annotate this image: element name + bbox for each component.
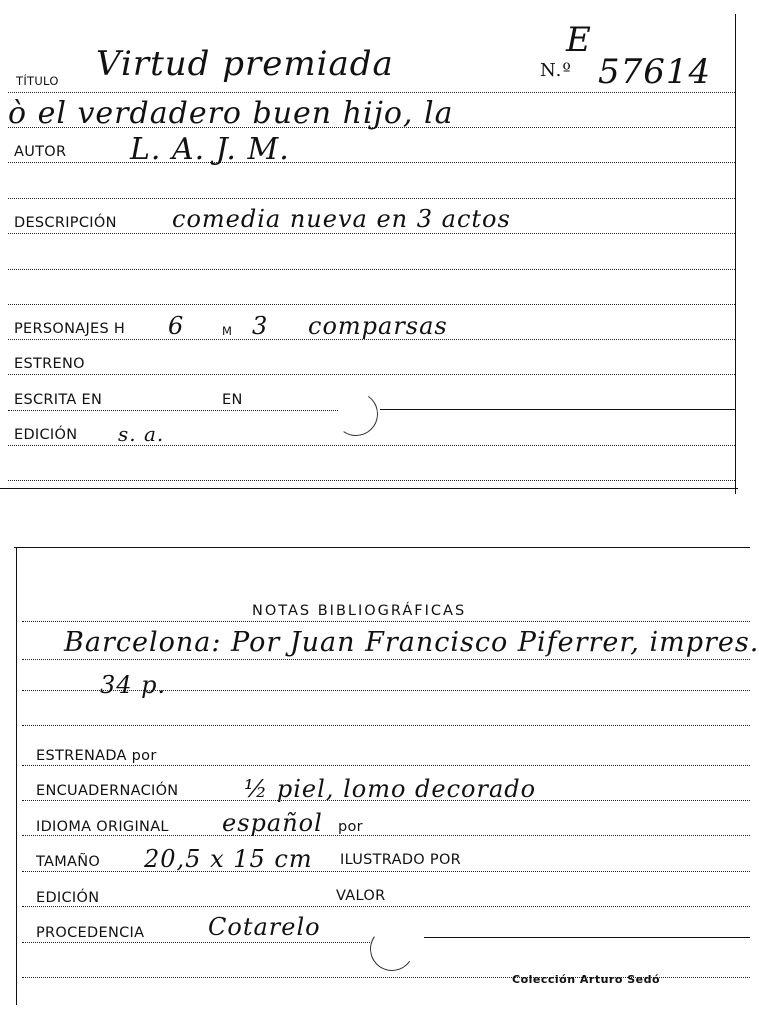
tamano-label: TAMAÑO — [36, 854, 101, 870]
personajes-extra: comparsas — [308, 312, 448, 340]
rule-bottom — [8, 480, 735, 481]
catalog-card-top — [0, 0, 736, 492]
descripcion-label: DESCRIPCIÓN — [14, 215, 117, 231]
edicion-value: s. a. — [118, 422, 165, 446]
descripcion-value: comedia nueva en 3 actos — [172, 205, 511, 233]
procedencia-label: PROCEDENCIA — [36, 925, 145, 941]
titulo-label: TÍTULO — [16, 74, 59, 88]
rule-blank-3 — [8, 304, 735, 305]
rule-edicion2 — [22, 906, 750, 907]
card2-left-border — [16, 547, 17, 1005]
rule-tamano — [22, 871, 750, 872]
rule-encuadernacion — [22, 800, 750, 801]
autor-label: AUTOR — [14, 144, 67, 160]
punch-hole-top — [331, 389, 382, 440]
autor-value: L. A. J. M. — [130, 132, 290, 167]
rule-procedencia-b — [424, 937, 750, 938]
rule-blank-1 — [8, 198, 735, 199]
card2-top-border — [14, 547, 750, 548]
estreno-label: ESTRENO — [14, 356, 85, 372]
valor-label: VALOR — [336, 888, 386, 904]
rule-notas-title — [22, 621, 750, 622]
idioma-value: español — [222, 809, 323, 837]
personajes-m: 3 — [252, 312, 269, 340]
tamano-value: 20,5 x 15 cm — [144, 845, 313, 873]
rule-estrenada — [22, 765, 750, 766]
card-right-border — [735, 14, 736, 494]
rule-escrita-a — [8, 410, 338, 411]
rule-notas-3 — [22, 725, 750, 726]
card-bottom-border — [0, 488, 738, 489]
rule-idioma — [22, 835, 750, 836]
rule-descripcion — [8, 233, 735, 234]
rule-estreno — [8, 374, 735, 375]
idioma-por: por — [338, 819, 363, 835]
encuadernacion-value: ½ piel, lomo decorado — [244, 775, 537, 803]
notas-line1: Barcelona: Por Juan Francisco Piferrer, impres. — [64, 627, 759, 658]
rule-notas-1 — [22, 659, 750, 660]
numero-label: N.º — [540, 60, 572, 81]
edicion2-label: EDICIÓN — [36, 890, 100, 906]
ilustrado-label: ILUSTRADO POR — [340, 852, 462, 868]
estrenada-label: ESTRENADA por — [36, 748, 157, 764]
punch-hole-bottom — [367, 924, 418, 975]
personajes-m-label: M — [222, 324, 233, 338]
rule-procedencia-a — [22, 942, 372, 943]
procedencia-value: Cotarelo — [208, 913, 321, 941]
encuadernacion-label: ENCUADERNACIÓN — [36, 783, 179, 799]
rule-titulo — [8, 92, 735, 93]
en-label: EN — [222, 392, 243, 408]
escrita-label: ESCRITA EN — [14, 392, 103, 408]
rule-escrita-b — [380, 409, 735, 410]
rule-autor — [8, 162, 735, 163]
notas-line2: 34 p. — [100, 671, 167, 699]
edicion-label: EDICIÓN — [14, 427, 78, 443]
titulo-line2: ò el verdadero buen hijo, la — [8, 96, 454, 131]
personajes-h: 6 — [168, 312, 185, 340]
idioma-label: IDIOMA ORIGINAL — [36, 819, 169, 835]
catalog-card-bottom — [14, 545, 759, 1015]
titulo-value: Virtud premiada — [96, 44, 394, 84]
rule-blank-2 — [8, 269, 735, 270]
numero-value: 57614 — [598, 52, 712, 92]
numero-prefix: E — [566, 20, 592, 60]
coleccion-credit: Colección Arturo Sedó — [512, 973, 661, 986]
personajes-label: PERSONAJES H — [14, 321, 126, 337]
rule-notas-2 — [22, 690, 750, 691]
notas-title: NOTAS BIBLIOGRÁFICAS — [252, 603, 467, 619]
